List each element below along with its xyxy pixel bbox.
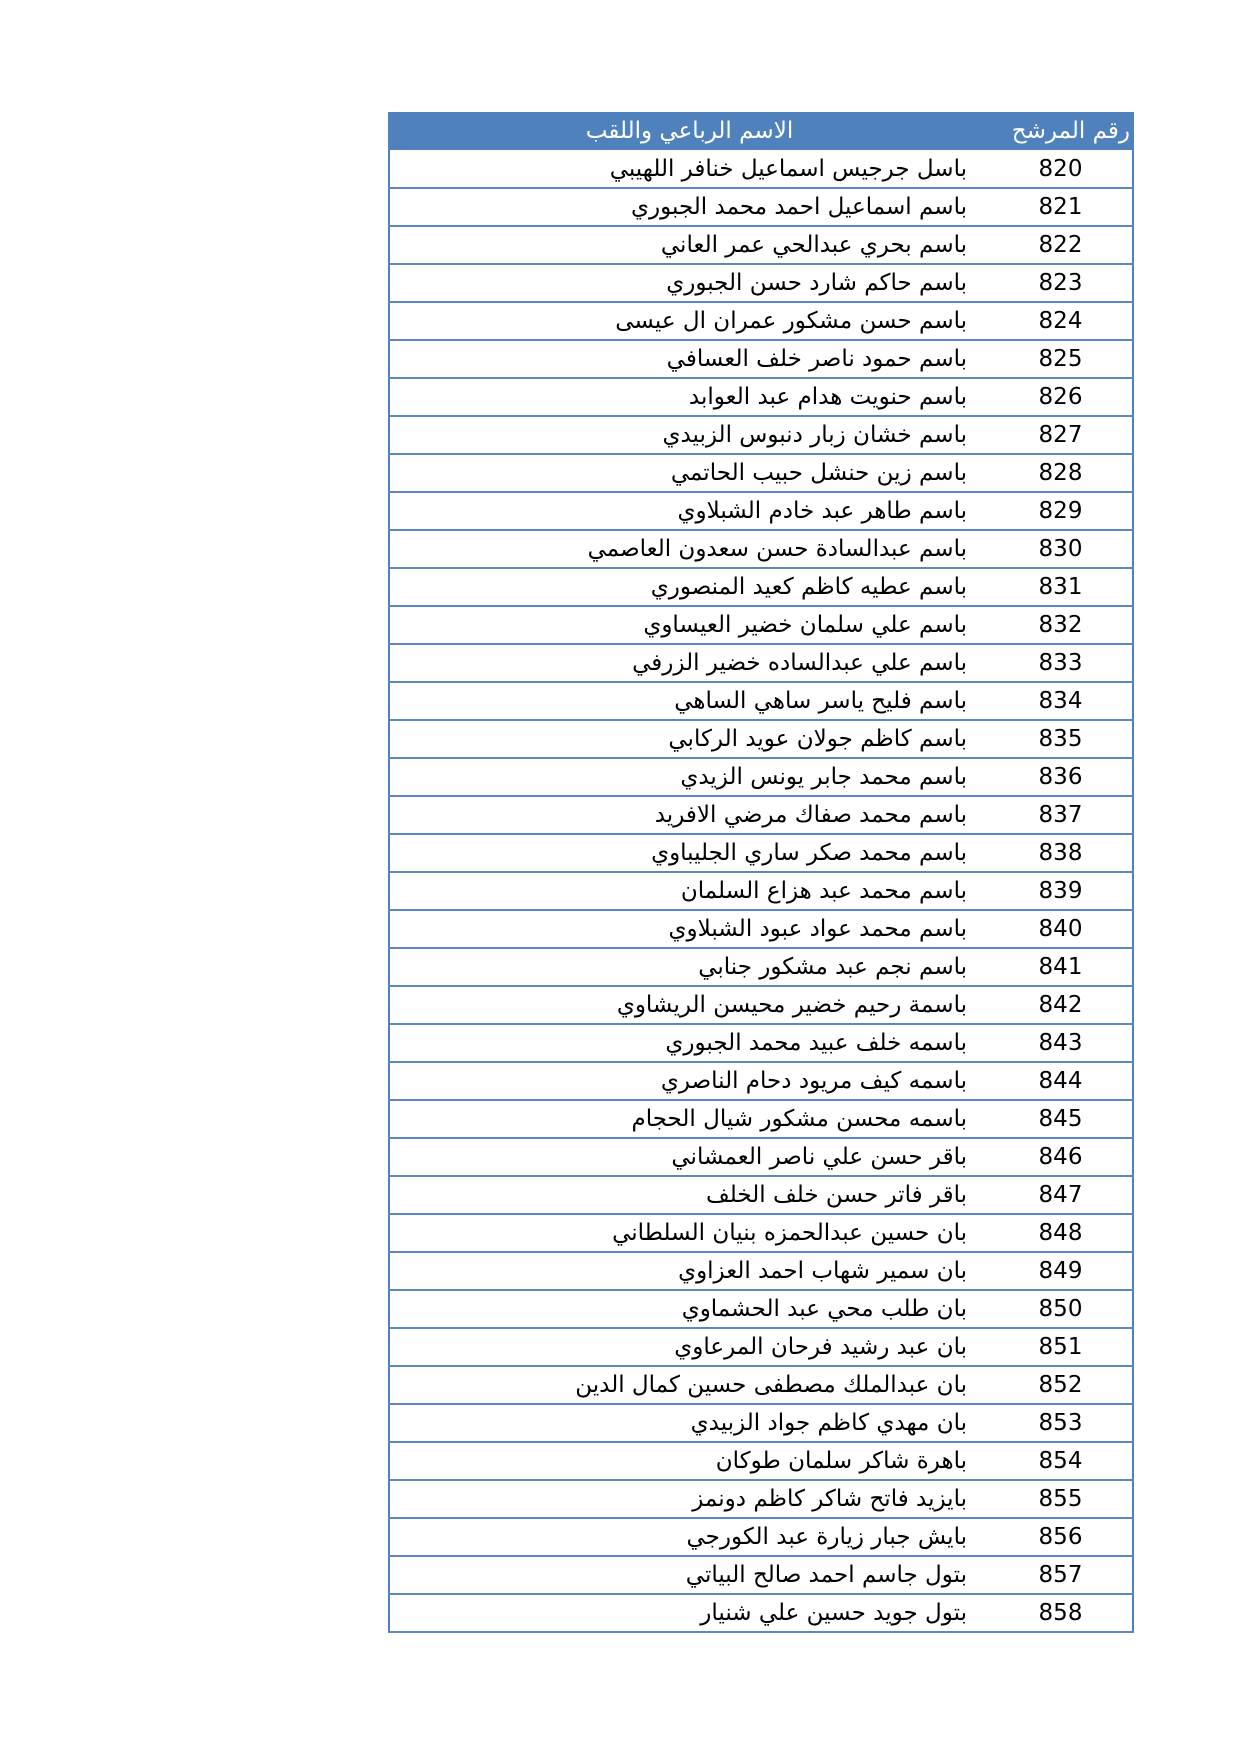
candidate-number-cell: 836 bbox=[989, 758, 1133, 796]
candidate-number-cell: 856 bbox=[989, 1518, 1133, 1556]
table-row bbox=[389, 1442, 1133, 1480]
table-row bbox=[389, 758, 1133, 796]
candidate-name-cell: باسم اسماعيل احمد محمد الجبوري bbox=[389, 188, 989, 226]
candidate-name-cell: باسم علي سلمان خضير العيساوي bbox=[389, 606, 989, 644]
candidate-name-cell: بان عبدالملك مصطفى حسين كمال الدين bbox=[389, 1366, 989, 1404]
candidate-name-cell: باقر فاتر حسن خلف الخلف bbox=[389, 1176, 989, 1214]
candidate-name-cell: باسمه خلف عبيد محمد الجبوري bbox=[389, 1024, 989, 1062]
candidate-number-cell: 847 bbox=[989, 1176, 1133, 1214]
candidate-name-cell: بان حسين عبدالحمزه بنيان السلطاني bbox=[389, 1214, 989, 1252]
candidates-table bbox=[388, 112, 1134, 1633]
candidate-number-cell: 858 bbox=[989, 1594, 1133, 1632]
header-full-name: الاسم الرباعي واللقب bbox=[585, 118, 794, 144]
candidate-name-cell: باسم علي عبدالساده خضير الزرفي bbox=[389, 644, 989, 682]
table-row bbox=[389, 530, 1133, 568]
table-row bbox=[389, 606, 1133, 644]
table-row bbox=[389, 948, 1133, 986]
candidate-name-cell: بايش جبار زيارة عبد الكورجي bbox=[389, 1518, 989, 1556]
header-candidate-number: رقم المرشح bbox=[1011, 118, 1130, 144]
candidate-number-cell: 843 bbox=[989, 1024, 1133, 1062]
table-row bbox=[389, 1214, 1133, 1252]
candidate-number-cell: 826 bbox=[989, 378, 1133, 416]
candidate-name-cell: بان عبد رشيد فرحان المرعاوي bbox=[389, 1328, 989, 1366]
candidate-name-cell: باسم محمد جابر يونس الزيدي bbox=[389, 758, 989, 796]
candidate-number-cell: 844 bbox=[989, 1062, 1133, 1100]
table-row bbox=[389, 378, 1133, 416]
candidate-number-cell: 842 bbox=[989, 986, 1133, 1024]
candidate-number-cell: 827 bbox=[989, 416, 1133, 454]
candidate-name-cell: باهرة شاكر سلمان طوكان bbox=[389, 1442, 989, 1480]
candidate-name-cell: باقر حسن علي ناصر العمشاني bbox=[389, 1138, 989, 1176]
candidate-name-cell: بان مهدي كاظم جواد الزبيدي bbox=[389, 1404, 989, 1442]
table-row bbox=[389, 1518, 1133, 1556]
table-row bbox=[389, 1138, 1133, 1176]
table-header-row bbox=[389, 112, 1133, 150]
table-row bbox=[389, 910, 1133, 948]
candidate-sheet bbox=[388, 112, 1132, 1633]
candidate-number-cell: 825 bbox=[989, 340, 1133, 378]
candidate-number-cell: 838 bbox=[989, 834, 1133, 872]
table-row bbox=[389, 720, 1133, 758]
table-row bbox=[389, 302, 1133, 340]
candidate-number-cell: 840 bbox=[989, 910, 1133, 948]
candidate-name-cell: باسم نجم عبد مشكور جنابي bbox=[389, 948, 989, 986]
candidate-number-cell: 846 bbox=[989, 1138, 1133, 1176]
table-row bbox=[389, 872, 1133, 910]
table-row bbox=[389, 264, 1133, 302]
candidate-name-cell: باسم محمد عبد هزاع السلمان bbox=[389, 872, 989, 910]
candidate-number-cell: 855 bbox=[989, 1480, 1133, 1518]
candidate-name-cell: باسم عبدالسادة حسن سعدون العاصمي bbox=[389, 530, 989, 568]
candidate-name-cell: باسم محمد صكر ساري الجليباوي bbox=[389, 834, 989, 872]
candidate-number-cell: 820 bbox=[989, 150, 1133, 188]
table-row bbox=[389, 1366, 1133, 1404]
table-row bbox=[389, 188, 1133, 226]
candidate-number-cell: 857 bbox=[989, 1556, 1133, 1594]
candidate-number-cell: 845 bbox=[989, 1100, 1133, 1138]
table-row bbox=[389, 1290, 1133, 1328]
table-row bbox=[389, 1176, 1133, 1214]
candidate-name-cell: باسم محمد عواد عبود الشبلاوي bbox=[389, 910, 989, 948]
candidate-number-cell: 829 bbox=[989, 492, 1133, 530]
candidate-number-cell: 822 bbox=[989, 226, 1133, 264]
table-row bbox=[389, 986, 1133, 1024]
candidate-name-cell: باسم حاكم شارد حسن الجبوري bbox=[389, 264, 989, 302]
candidate-name-cell: باسم خشان زبار دنبوس الزبيدي bbox=[389, 416, 989, 454]
candidate-name-cell: باسمة رحيم خضير محيسن الريشاوي bbox=[389, 986, 989, 1024]
candidate-name-cell: باسم فليح ياسر ساهي الساهي bbox=[389, 682, 989, 720]
candidate-name-cell: بتول جويد حسين علي شنيار bbox=[389, 1594, 989, 1632]
candidate-name-cell: باسم بحري عبدالحي عمر العاني bbox=[389, 226, 989, 264]
candidate-name-cell: باسل جرجيس اسماعيل خنافر اللهيبي bbox=[389, 150, 989, 188]
candidate-name-cell: باسمه كيف مريود دحام الناصري bbox=[389, 1062, 989, 1100]
candidate-name-cell: باسم زين حنشل حبيب الحاتمي bbox=[389, 454, 989, 492]
candidate-name-cell: باسم حمود ناصر خلف العسافي bbox=[389, 340, 989, 378]
candidate-name-cell: باسم عطيه كاظم كعيد المنصوري bbox=[389, 568, 989, 606]
candidate-name-cell: باسم محمد صفاك مرضي الافريد bbox=[389, 796, 989, 834]
table-row bbox=[389, 454, 1133, 492]
table-row bbox=[389, 1556, 1133, 1594]
candidate-number-cell: 839 bbox=[989, 872, 1133, 910]
candidate-name-cell: بايزيد فاتح شاكر كاظم دونمز bbox=[389, 1480, 989, 1518]
table-row bbox=[389, 1594, 1133, 1632]
candidate-number-cell: 833 bbox=[989, 644, 1133, 682]
candidate-name-cell: باسم كاظم جولان عويد الركابي bbox=[389, 720, 989, 758]
candidate-number-cell: 831 bbox=[989, 568, 1133, 606]
candidate-number-cell: 852 bbox=[989, 1366, 1133, 1404]
table-row bbox=[389, 644, 1133, 682]
candidate-number-cell: 841 bbox=[989, 948, 1133, 986]
candidate-number-cell: 850 bbox=[989, 1290, 1133, 1328]
table-row bbox=[389, 416, 1133, 454]
table-row bbox=[389, 834, 1133, 872]
table-row bbox=[389, 1100, 1133, 1138]
candidate-name-cell: بان طلب محي عبد الحشماوي bbox=[389, 1290, 989, 1328]
candidate-number-cell: 830 bbox=[989, 530, 1133, 568]
candidate-number-cell: 832 bbox=[989, 606, 1133, 644]
table-row bbox=[389, 150, 1133, 188]
candidate-name-cell: بان سمير شهاب احمد العزاوي bbox=[389, 1252, 989, 1290]
candidate-number-cell: 835 bbox=[989, 720, 1133, 758]
candidate-number-cell: 821 bbox=[989, 188, 1133, 226]
candidate-number-cell: 851 bbox=[989, 1328, 1133, 1366]
candidate-name-cell: باسمه محسن مشكور شيال الحجام bbox=[389, 1100, 989, 1138]
table-row bbox=[389, 1024, 1133, 1062]
candidate-number-cell: 834 bbox=[989, 682, 1133, 720]
candidate-number-cell: 848 bbox=[989, 1214, 1133, 1252]
table-row bbox=[389, 568, 1133, 606]
candidate-number-cell: 849 bbox=[989, 1252, 1133, 1290]
table-row bbox=[389, 796, 1133, 834]
table-row bbox=[389, 340, 1133, 378]
candidate-name-cell: باسم حنويت هدام عبد العوابد bbox=[389, 378, 989, 416]
candidate-number-cell: 828 bbox=[989, 454, 1133, 492]
table-row bbox=[389, 1062, 1133, 1100]
table-row bbox=[389, 1480, 1133, 1518]
table-body bbox=[389, 150, 1133, 1632]
candidate-name-cell: باسم طاهر عبد خادم الشبلاوي bbox=[389, 492, 989, 530]
table-row bbox=[389, 1328, 1133, 1366]
table-row bbox=[389, 1252, 1133, 1290]
candidate-number-cell: 837 bbox=[989, 796, 1133, 834]
table-row bbox=[389, 492, 1133, 530]
table-row bbox=[389, 682, 1133, 720]
candidate-number-cell: 823 bbox=[989, 264, 1133, 302]
candidate-number-cell: 853 bbox=[989, 1404, 1133, 1442]
candidate-name-cell: بتول جاسم احمد صالح البياتي bbox=[389, 1556, 989, 1594]
table-row bbox=[389, 226, 1133, 264]
candidate-name-cell: باسم حسن مشكور عمران ال عيسى bbox=[389, 302, 989, 340]
candidate-number-cell: 824 bbox=[989, 302, 1133, 340]
candidate-number-cell: 854 bbox=[989, 1442, 1133, 1480]
table-row bbox=[389, 1404, 1133, 1442]
